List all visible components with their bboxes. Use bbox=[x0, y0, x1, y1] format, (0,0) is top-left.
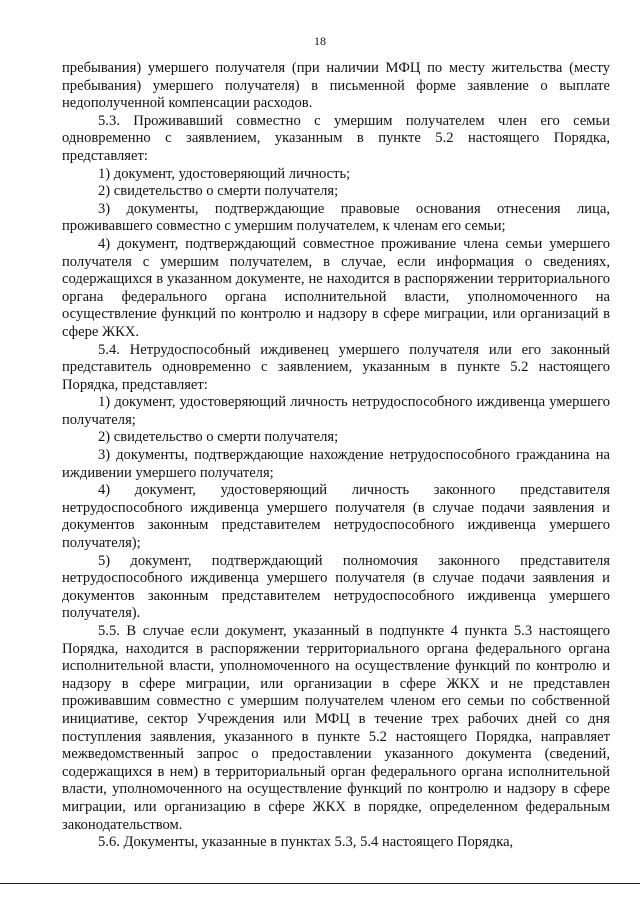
list-item-5-4-5: 5) документ, подтверждающий полномочия законного представителя нетрудоспособного иждивенца умершего получателя (в случае подачи заявления и документов законным представителем нетрудоспособного иждивенца умершего получателя). bbox=[62, 552, 610, 622]
list-item-5-3-4: 4) документ, подтверждающий совместное проживание члена семьи умершего получателя с умершим получателем, в случае, если информация о сведениях, содержащихся в указанном документе, не находится в распоряжении территориального органа федерального органа исполнительной власти, уполномоченного на осуществление функций по контролю и надзору в сфере миграции, или организаций в сфере ЖКХ. bbox=[62, 235, 610, 340]
page-number: 18 bbox=[314, 34, 326, 48]
paragraph-5-6: 5.6. Документы, указанные в пунктах 5.3, 5.4 настоящего Порядка, bbox=[98, 834, 514, 851]
bottom-rule bbox=[0, 883, 640, 884]
list-item-5-3-3: 3) документы, подтверждающие правовые основания отнесения лица, проживавшего совместно с умершим получателем, к членам его семьи; bbox=[62, 200, 610, 235]
list-item-5-4-4: 4) документ, удостоверяющий личность законного представителя нетрудоспособного иждивенца умершего получателя (в случае подачи заявления и документов законным представителем нетрудоспособного иждивенца умершего получателя); bbox=[62, 482, 610, 552]
paragraph-5-4: 5.4. Нетрудоспособный иждивенец умершего получателя или его законный представитель одновременно с заявлением, указанным в пункте 5.2 настоящего Порядка, представляет: bbox=[62, 341, 610, 393]
list-item-5-3-1: 1) документ, удостоверяющий личность; bbox=[98, 165, 351, 182]
document-body bbox=[62, 60, 610, 852]
paragraph-5-3: 5.3. Проживавший совместно с умершим получателем член его семьи одновременно с заявлением, указанным в пункте 5.2 настоящего Порядка, представляет: bbox=[62, 112, 610, 164]
list-item-5-4-2: 2) свидетельство о смерти получателя; bbox=[98, 429, 339, 446]
list-item-5-4-3: 3) документы, подтверждающие нахождение нетрудоспособного гражданина на иждивении умершего получателя; bbox=[62, 447, 610, 481]
paragraph-continuation: пребывания) умершего получателя (при наличии МФЦ по месту жительства (месту пребывания) умершего получателя) в письменной форме заявление о выплате недополученной компенсации расходов. bbox=[62, 60, 610, 112]
paragraph-5-5: 5.5. В случае если документ, указанный в подпункте 4 пункта 5.3 настоящего Порядка, находится в распоряжении территориального органа федерального органа исполнительной власти, уполномоченного на осуществление функций по контролю и надзору в сфере миграции, или организации в сфере ЖКХ и не представлен проживавшим совместно с умершим получателем членом его семьи по собственной инициативе, сектор Учреждения или МФЦ в течение трех рабочих дней со дня поступления заявления, указанного в пункте 5.2 настоящего Порядка, направляет межведомственный запрос о предоставлении указанного документа (сведений, содержащихся в нем) в территориальный орган федерального органа исполнительной власти, уполномоченного на осуществление функций по контролю и надзору в сфере миграции, или организацию в сфере ЖКХ в порядке, определенном федеральным законодательством. bbox=[62, 623, 610, 833]
list-item-5-3-2: 2) свидетельство о смерти получателя; bbox=[98, 183, 339, 200]
list-item-5-4-1: 1) документ, удостоверяющий личность нетрудоспособного иждивенца умершего получателя; bbox=[62, 394, 610, 428]
